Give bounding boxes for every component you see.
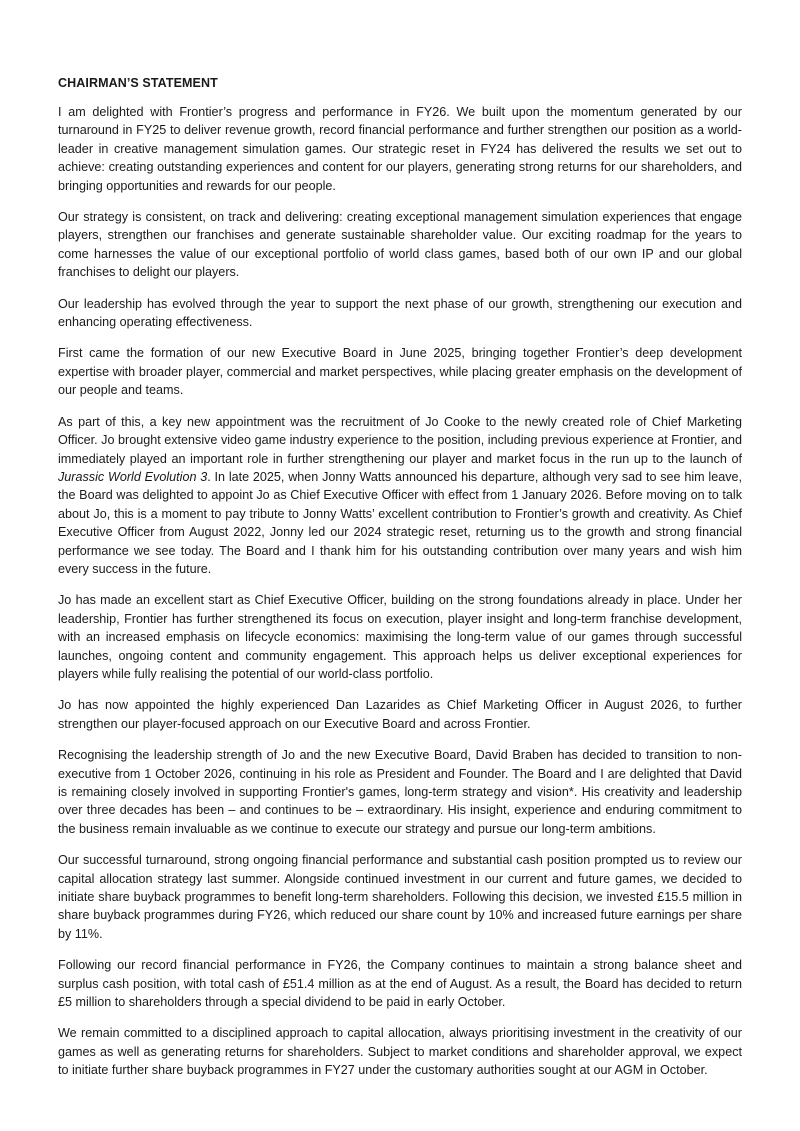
paragraph-leadership: Our leadership has evolved through the year to support the next phase of our growth, strengthening our execution and enhancing operating effectiveness.: [58, 296, 742, 330]
paragraph-ceo-start: Jo has made an excellent start as Chief Executive Officer, building on the strong foundations already in place. Under her leadership, Frontier has further strengthened its focus on execution, player insight and long-term franchise development, with an increased emphasis on lifecycle economics: maximising the long-term value of our games through successful launches, ongoing content and community engagement. This approach helps us deliver exceptional experiences for players while fully realising the potential of our world-class portfolio.: [58, 593, 742, 681]
game-title: Jurassic World Evolution 3: [58, 469, 208, 484]
paragraph-dividend: Following our record financial performance in FY26, the Company continues to maintain a strong balance sheet and surplus cash position, with total cash of £51.4 million as at the end of August. As a result, the Board has decided to return £5 million to shareholders through a special dividend to be paid in early October.: [58, 958, 742, 1010]
paragraph-appointments: [58, 413, 742, 579]
paragraph-founder: Recognising the leadership strength of Jo and the new Executive Board, David Braben has decided to transition to non-executive from 1 October 2026, continuing in his role as President and Founder. The Board and I are delighted that David is remaining closely involved in supporting Frontier's games, long-term strategy and vision*. His creativity and leadership over three decades has been – and continues to be – extraordinary. His insight, experience and enduring commitment to the business remain invaluable as we continue to execute our strategy and pursue our long-term ambitions.: [58, 748, 742, 836]
paragraph-capital-allocation: We remain committed to a disciplined approach to capital allocation, always prioritising investment in the creativity of our games as well as generating returns for shareholders. Subject to market conditions and shareholder approval, we expect to initiate further share buyback programmes in FY27 under the customary authorities sought at our AGM in October.: [58, 1026, 742, 1078]
document-page: [58, 76, 742, 1080]
paragraph-cmo: Jo has now appointed the highly experienced Dan Lazarides as Chief Marketing Officer in August 2026, to further strengthen our player-focused approach on our Executive Board and across Frontier.: [58, 698, 742, 731]
paragraph-buyback: Our successful turnaround, strong ongoing financial performance and substantial cash position prompted us to review our capital allocation strategy last summer. Alongside continued investment in our current and future games, we decided to initiate share buyback programmes to benefit long-term shareholders. Following this decision, we invested £15.5 million in share buyback programmes during FY26, which reduced our share count by 10% and increased future earnings per share by 11%.: [58, 853, 742, 941]
paragraph-executive-board: First came the formation of our new Executive Board in June 2025, bringing together Frontier’s deep development expertise with broader player, commercial and market perspectives, while placing greater emphasis on the development of our people and teams.: [58, 346, 742, 398]
paragraph-strategy: Our strategy is consistent, on track and delivering: creating exceptional management simulation experiences that engage players, strengthen our franchises and generate sustainable shareholder value. Our exciting roadmap for the years to come harnesses the value of our exceptional portfolio of world class games, based both of our own IP and our global franchises to delight our players.: [58, 210, 742, 280]
paragraph-appointments-text-b: . In late 2025, when Jonny Watts announced his departure, although very sad to see him leave, the Board was delighted to appoint Jo as Chief Executive Officer with effect from 1 January 2026. Before moving on to talk about Jo, this is a moment to pay tribute to Jonny Watts’ excellent contribution to Frontier’s growth and creativity. As Chief Executive Officer from August 2022, Jonny led our 2024 strategic reset, returning us to the growth and strong financial performance we see today. The Board and I thank him for his outstanding contribution over many years and wish him every success in the future.: [58, 469, 743, 576]
page-title: CHAIRMAN’S STATEMENT: [58, 76, 218, 90]
paragraph-appointments-text-a: As part of this, a key new appointment was the recruitment of Jo Cooke to the newly created role of Chief Marketing Officer. Jo brought extensive video game industry experience to the position, including previous experience at Frontier, and immediately played an important role in further strengthening our player and market focus in the run up to the launch of: [58, 414, 742, 466]
paragraph-progress: I am delighted with Frontier’s progress and performance in FY26. We built upon the momentum generated by our turnaround in FY25 to deliver revenue growth, record financial performance and further strengthen our position as a world-leader in creative management simulation games. Our strategic reset in FY24 has delivered the results we set out to achieve: creating outstanding experiences and content for our players, generating strong returns for our shareholders, and bringing opportunities and rewards for our people.: [58, 105, 742, 193]
